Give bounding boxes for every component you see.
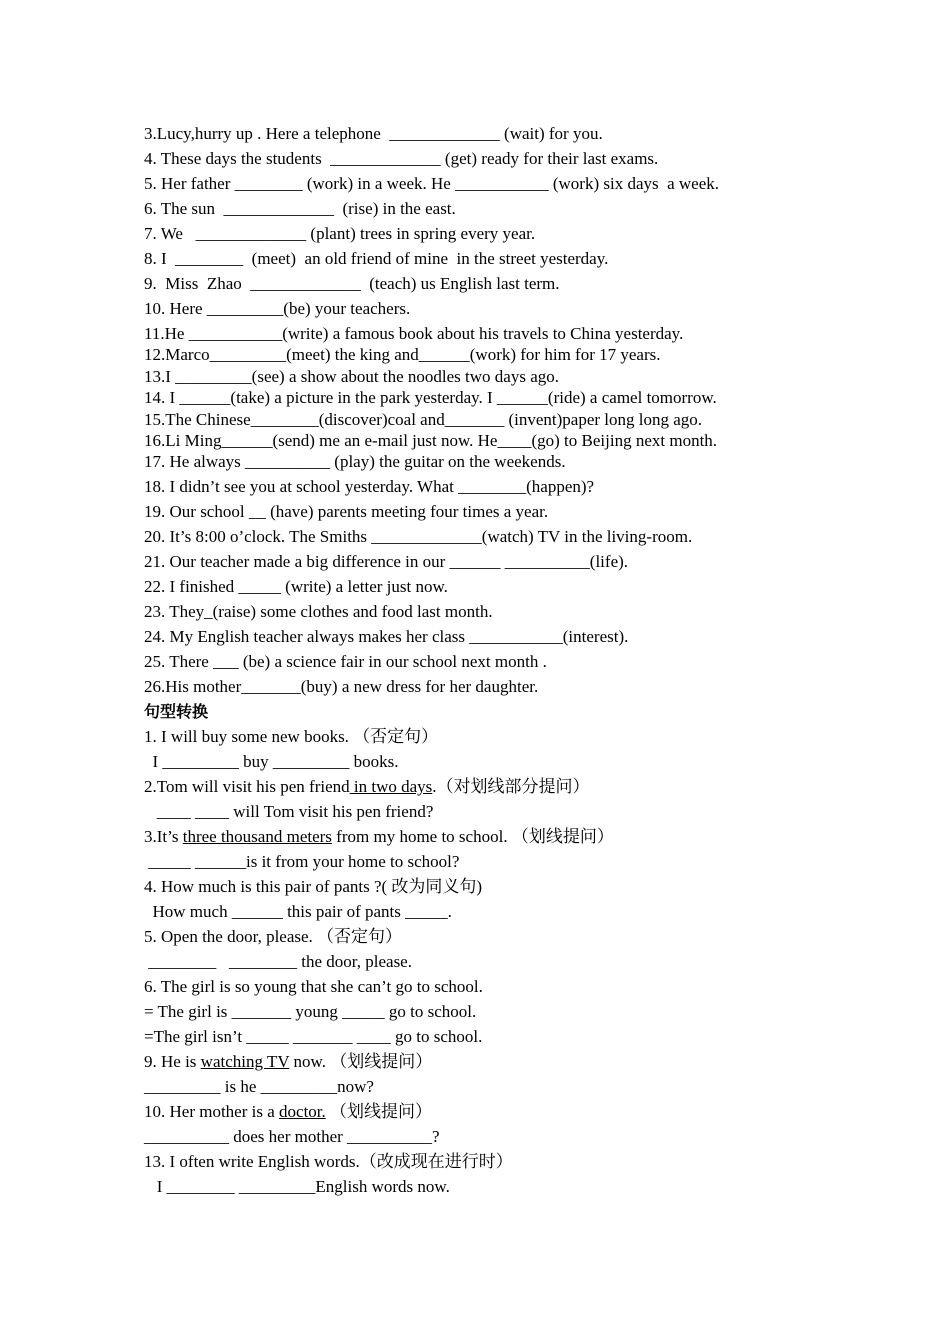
exercise-line (144, 777, 824, 802)
line-text: 20. It’s 8:00 o’clock. The Smiths _____________(watch) TV in the living-room. (144, 527, 693, 547)
underlined-phrase: in two days (349, 777, 433, 797)
exercise-line (144, 1027, 824, 1052)
line-text: ____ ____ will Tom visit his pen friend? (144, 802, 434, 822)
exercise-line (144, 388, 824, 409)
exercise-line (144, 1177, 824, 1202)
line-text: 16.Li Ming______(send) me an e-mail just now. He____(go) to Beijing next month. (144, 430, 718, 450)
exercise-line (144, 477, 824, 502)
line-text: 1. I will buy some new books. （否定句） (144, 727, 439, 747)
exercise-line (144, 1052, 824, 1077)
line-text: 5. Her father ________ (work) in a week. He ___________ (work) six days a week. (144, 174, 720, 193)
line-text: 19. Our school __ (have) parents meeting four times a year. (144, 502, 549, 522)
line-text: =The girl isn’t _____ _______ ____ go to school. (144, 1027, 483, 1047)
line-text: 6. The sun _____________ (rise) in the east. (144, 199, 456, 218)
line-text: 9. Miss Zhao _____________ (teach) us English last term. (144, 274, 560, 293)
exercise-line (144, 1002, 824, 1027)
exercise-line (144, 902, 824, 927)
line-text: 5. Open the door, please. （否定句） (144, 927, 403, 947)
line-text: 23. They_(raise) some clothes and food last month. (144, 602, 493, 622)
exercise-line (144, 527, 824, 552)
line-text: .（对划线部分提问） (432, 777, 590, 797)
exercise-line (144, 877, 824, 902)
line-text: 15.The Chinese________(discover)coal and_______ (invent)paper long long ago. (144, 409, 703, 429)
exercise-line (144, 677, 824, 702)
line-text: How much ______ this pair of pants _____. (144, 902, 452, 922)
line-text: 13. I often write English words.（改成现在进行时） (144, 1152, 513, 1172)
line-text: 4. How much is this pair of pants ?( 改为同义句) (144, 877, 483, 897)
line-text: 10. Here _________(be) your teachers. (144, 299, 411, 318)
exercise-line (144, 977, 824, 1002)
line-text: 2.Tom will visit his pen friend (144, 777, 350, 797)
exercise-line (144, 1077, 824, 1102)
exercise-line (144, 552, 824, 577)
exercise-line (144, 627, 824, 652)
exercise-line (144, 149, 824, 174)
exercise-line (144, 224, 824, 249)
underlined-phrase: doctor. (279, 1102, 326, 1122)
line-text: I _________ buy _________ books. (144, 752, 399, 772)
line-text: 3.It’s (144, 827, 183, 847)
exercise-line (144, 324, 824, 345)
exercise-line (144, 802, 824, 827)
line-text: （划线提问） (325, 1102, 433, 1122)
exercise-line (144, 1127, 824, 1152)
exercise-line (144, 274, 824, 299)
exercise-line (144, 1102, 824, 1127)
line-text: 25. There ___ (be) a science fair in our school next month . (144, 652, 547, 672)
line-text: 10. Her mother is a (144, 1102, 280, 1122)
exercise-line (144, 852, 824, 877)
line-text: 11.He ___________(write) a famous book about his travels to China yesterday. (144, 324, 684, 343)
exercise-line (144, 345, 824, 366)
exercise-line (144, 299, 824, 324)
exercise-line (144, 124, 824, 149)
exercise-line (144, 827, 824, 852)
line-text: I ________ _________English words now. (144, 1177, 450, 1197)
line-text: 7. We _____________ (plant) trees in spring every year. (144, 224, 536, 243)
exercise-line (144, 602, 824, 627)
line-text: 22. I finished _____ (write) a letter just now. (144, 577, 448, 597)
exercise-line (144, 249, 824, 274)
exercise-line (144, 577, 824, 602)
section-heading (144, 702, 824, 727)
exercise-line (144, 174, 824, 199)
exercise-line (144, 652, 824, 677)
line-text: _________ is he _________now? (144, 1077, 374, 1097)
line-text: __________ does her mother __________? (144, 1127, 440, 1147)
exercise-line (144, 927, 824, 952)
line-text: 6. The girl is so young that she can’t go to school. (144, 977, 483, 997)
line-text: 13.I _________(see) a show about the noodles two days ago. (144, 366, 560, 386)
exercise-line (144, 502, 824, 527)
line-text: 14. I ______(take) a picture in the park yesterday. I ______(ride) a camel tomorrow. (144, 388, 717, 408)
exercise-line (144, 452, 824, 477)
line-text: 17. He always __________ (play) the guitar on the weekends. (144, 452, 566, 472)
line-text: ________ ________ the door, please. (144, 952, 412, 972)
line-text: 18. I didn’t see you at school yesterday. What ________(happen)? (144, 477, 595, 497)
line-text: 21. Our teacher made a big difference in our ______ __________(life). (144, 552, 629, 572)
underlined-phrase: watching TV (200, 1052, 290, 1072)
line-text: 26.His mother_______(buy) a new dress for her daughter. (144, 677, 539, 697)
line-text: 24. My English teacher always makes her class ___________(interest). (144, 627, 629, 647)
line-text: 3.Lucy,hurry up . Here a telephone _____________ (wait) for you. (144, 124, 603, 143)
exercise-line (144, 367, 824, 388)
line-text: 8. I ________ (meet) an old friend of mine in the street yesterday. (144, 249, 609, 268)
underlined-phrase: three thousand meters (182, 827, 332, 847)
exercise-line (144, 431, 824, 452)
exercise-line (144, 410, 824, 431)
exercise-line (144, 199, 824, 224)
line-text: 12.Marco_________(meet) the king and______(work) for him for 17 years. (144, 345, 661, 365)
line-text: 9. He is (144, 1052, 201, 1072)
line-text: now. （划线提问） (289, 1052, 433, 1072)
exercise-line (144, 952, 824, 977)
line-text: from my home to school. （划线提问） (331, 827, 614, 847)
line-text: _____ ______is it from your home to school? (144, 852, 460, 872)
worksheet-page (144, 124, 824, 1202)
exercise-line (144, 727, 824, 752)
line-text: 4. These days the students _____________ (get) ready for their last exams. (144, 149, 659, 168)
exercise-line (144, 752, 824, 777)
line-text: = The girl is _______ young _____ go to school. (144, 1002, 477, 1022)
line-text: 句型转换 (144, 702, 209, 722)
exercise-line (144, 1152, 824, 1177)
